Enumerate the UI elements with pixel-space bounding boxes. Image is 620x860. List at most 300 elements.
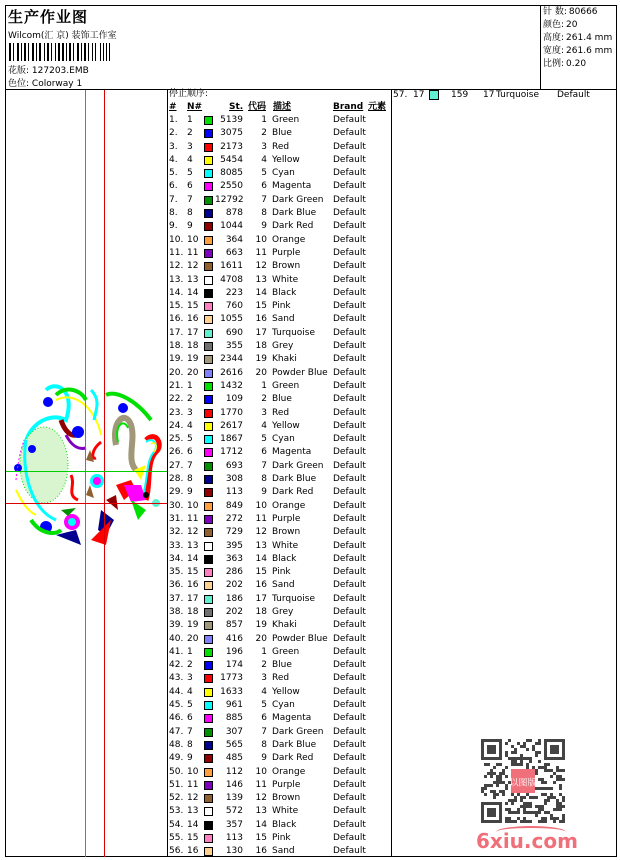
row-stitches: 1044 — [220, 221, 243, 232]
row-stitches: 760 — [225, 301, 243, 312]
row-code: 8 — [261, 739, 267, 750]
qr-module — [553, 781, 556, 784]
qr-module — [502, 772, 505, 775]
qr-module — [544, 763, 547, 766]
qr-module — [523, 805, 526, 808]
table-row — [169, 393, 391, 406]
qr-module — [547, 769, 550, 772]
row-brand: Default — [333, 793, 366, 804]
row-brand: Default — [333, 221, 366, 232]
row-needle: 11 — [187, 247, 199, 258]
qr-module — [553, 796, 556, 799]
row-brand: Default — [333, 287, 366, 298]
row-needle: 3 — [187, 673, 193, 684]
qr-module — [496, 775, 499, 778]
dragon-phoenix-motif — [12, 386, 160, 564]
qr-module — [538, 760, 541, 763]
row-description: Magenta — [272, 447, 312, 458]
row-stitches: 1712 — [220, 447, 243, 458]
color-swatch — [204, 728, 213, 737]
qr-module — [553, 820, 556, 823]
qr-module — [556, 817, 559, 820]
qr-module — [487, 763, 490, 766]
qr-module — [559, 787, 562, 790]
qr-module — [556, 778, 559, 781]
row-index: 17. — [169, 327, 184, 338]
row-code: 17 — [483, 90, 495, 100]
row-code: 3 — [261, 673, 267, 684]
barcode-bar — [92, 43, 93, 61]
row-needle: 12 — [187, 793, 199, 804]
qr-module — [535, 769, 538, 772]
table-row — [169, 752, 391, 765]
qr-module — [526, 757, 529, 760]
qr-module — [550, 787, 553, 790]
row-needle: 7 — [187, 726, 193, 737]
color-swatch — [204, 781, 213, 790]
color-swatch — [204, 834, 213, 843]
row-description: Orange — [272, 766, 306, 777]
qr-module — [538, 808, 541, 811]
table-row — [169, 566, 391, 579]
row-description: Dark Green — [272, 194, 324, 205]
qr-module — [553, 772, 556, 775]
qr-module — [553, 808, 556, 811]
qr-module — [535, 754, 538, 757]
row-index: 6. — [169, 181, 178, 192]
row-brand: Default — [333, 593, 366, 604]
color-swatch — [204, 249, 213, 258]
row-description: Sand — [272, 314, 295, 325]
qr-module — [556, 802, 559, 805]
row-index: 44. — [169, 686, 184, 697]
qr-module — [505, 820, 508, 823]
row-index: 21. — [169, 380, 184, 391]
row-description: Brown — [272, 527, 301, 538]
qr-module — [541, 808, 544, 811]
barcode-bar — [73, 43, 74, 61]
row-code: 8 — [261, 474, 267, 485]
row-description: Grey — [272, 341, 294, 352]
row-code: 2 — [261, 660, 267, 671]
row-code: 11 — [255, 247, 267, 258]
stat-label: 针 数: — [543, 7, 567, 17]
color-swatch — [204, 342, 213, 351]
qr-module — [511, 820, 514, 823]
table-row — [169, 260, 391, 273]
table-row — [169, 739, 391, 752]
qr-module — [520, 763, 523, 766]
row-code: 6 — [261, 181, 267, 192]
qr-module — [493, 796, 496, 799]
color-swatch — [204, 116, 213, 125]
row-needle: 11 — [187, 513, 199, 524]
row-needle: 15 — [187, 567, 199, 578]
qr-module — [496, 784, 499, 787]
row-description: Red — [272, 673, 290, 684]
qr-module — [532, 745, 535, 748]
row-brand: Default — [333, 527, 366, 538]
row-description: Dark Blue — [272, 474, 317, 485]
row-brand: Default — [333, 407, 366, 418]
row-description: Blue — [272, 128, 292, 139]
row-needle: 3 — [187, 407, 193, 418]
row-description: Blue — [272, 394, 292, 405]
row-needle: 7 — [187, 194, 193, 205]
row-brand: Default — [333, 394, 366, 405]
qr-module — [562, 820, 565, 823]
qr-module — [523, 745, 526, 748]
qr-module — [547, 811, 550, 814]
row-description: Turquoise — [496, 90, 540, 100]
row-brand: Default — [333, 314, 366, 325]
row-description: Dark Green — [272, 726, 324, 737]
qr-module — [508, 799, 511, 802]
color-swatch — [204, 475, 213, 484]
qr-module — [556, 799, 559, 802]
table-row — [169, 114, 391, 127]
qr-module — [514, 811, 517, 814]
qr-module — [499, 790, 502, 793]
qr-module — [562, 778, 565, 781]
row-brand: Default — [333, 567, 366, 578]
row-brand: Default — [333, 673, 366, 684]
header-description: 描述 — [273, 102, 292, 112]
row-description: Purple — [272, 247, 301, 258]
qr-module — [544, 766, 547, 769]
table-row — [169, 300, 391, 313]
row-stitches: 4708 — [220, 274, 243, 285]
row-needle: 5 — [187, 434, 193, 445]
design-file-label: 花版: — [8, 66, 30, 76]
row-code: 14 — [255, 819, 267, 830]
row-code: 14 — [255, 553, 267, 564]
qr-module — [544, 817, 547, 820]
qr-module — [541, 766, 544, 769]
row-brand: Default — [333, 606, 366, 617]
row-description: Sand — [272, 580, 295, 591]
row-index: 49. — [169, 753, 184, 764]
divider — [391, 89, 392, 857]
row-brand: Default — [333, 327, 366, 338]
qr-module — [520, 820, 523, 823]
table-row — [169, 646, 391, 659]
row-index: 22. — [169, 394, 184, 405]
header — [5, 5, 540, 89]
qr-module — [535, 772, 538, 775]
row-stitches: 663 — [225, 247, 243, 258]
row-brand: Default — [333, 447, 366, 458]
row-description: Green — [272, 380, 300, 391]
colorway — [8, 76, 82, 89]
qr-module — [538, 778, 541, 781]
qr-module — [562, 814, 565, 817]
row-index: 13. — [169, 274, 184, 285]
row-code: 18 — [255, 606, 267, 617]
table-row — [169, 845, 391, 858]
row-needle: 17 — [413, 90, 425, 100]
table-row — [169, 167, 391, 180]
row-stitches: 202 — [225, 580, 243, 591]
qr-module — [523, 742, 526, 745]
row-needle: 18 — [187, 606, 199, 617]
qr-module — [538, 751, 541, 754]
stat-value: 20 — [566, 20, 578, 30]
row-index: 56. — [169, 846, 184, 857]
qr-module — [511, 811, 514, 814]
row-index: 36. — [169, 580, 184, 591]
qr-module — [541, 787, 544, 790]
qr-module — [496, 778, 499, 781]
qr-module — [544, 787, 547, 790]
row-description: Green — [272, 646, 300, 657]
row-brand: Default — [333, 660, 366, 671]
color-swatch — [204, 528, 213, 537]
row-needle: 4 — [187, 154, 193, 165]
colorway-value: Colorway 1 — [31, 79, 83, 89]
stat-value: 261.4 mm — [566, 33, 613, 43]
qr-module — [520, 799, 523, 802]
row-stitches: 159 — [451, 90, 469, 100]
qr-module — [562, 799, 565, 802]
qr-module — [505, 742, 508, 745]
qr-module — [559, 820, 562, 823]
qr-module — [487, 772, 490, 775]
qr-module — [508, 739, 511, 742]
row-needle: 14 — [187, 819, 199, 830]
barcode-bar — [62, 43, 64, 61]
row-stitches: 12792 — [215, 194, 244, 205]
barcode-bar — [88, 43, 89, 61]
qr-module — [514, 820, 517, 823]
row-brand: Default — [333, 540, 366, 551]
qr-module — [505, 802, 508, 805]
qr-module — [490, 769, 493, 772]
row-index: 39. — [169, 620, 184, 631]
qr-module — [517, 757, 520, 760]
row-code: 9 — [261, 221, 267, 232]
row-description: Turquoise — [272, 593, 316, 604]
qr-module — [529, 802, 532, 805]
company-name: Wilcom(汇 京) 装饰工作室 — [8, 31, 117, 41]
table-row — [169, 234, 391, 247]
row-brand: Default — [333, 633, 366, 644]
qr-module — [526, 739, 529, 742]
row-stitches: 565 — [225, 739, 243, 750]
row-code: 2 — [261, 128, 267, 139]
row-index: 30. — [169, 500, 184, 511]
row-stitches: 186 — [225, 593, 243, 604]
row-needle: 13 — [187, 806, 199, 817]
qr-module — [505, 751, 508, 754]
row-stitches: 130 — [225, 846, 243, 857]
color-swatch — [204, 714, 213, 723]
qr-module — [493, 766, 496, 769]
row-brand: Default — [333, 474, 366, 485]
row-brand: Default — [333, 833, 366, 844]
center-line-horizontal-red — [6, 503, 167, 504]
stat-value: 0.20 — [566, 59, 587, 69]
row-code: 17 — [255, 593, 267, 604]
qr-module — [562, 817, 565, 820]
row-stitches: 8085 — [220, 168, 243, 179]
row-stitches: 2616 — [220, 367, 243, 378]
page-title: 生产作业图 — [8, 8, 89, 26]
row-description: Grey — [272, 606, 294, 617]
row-code: 19 — [255, 620, 267, 631]
color-swatch — [204, 169, 213, 178]
row-index: 28. — [169, 474, 184, 485]
qr-module — [526, 820, 529, 823]
stat-label: 宽度: — [543, 46, 565, 56]
qr-module — [493, 793, 496, 796]
color-swatch — [204, 807, 213, 816]
stat-label: 比例: — [543, 59, 565, 69]
row-stitches: 112 — [225, 766, 243, 777]
color-swatch — [204, 276, 213, 285]
row-needle: 20 — [187, 633, 199, 644]
table-header — [169, 100, 391, 114]
table-title: 停止顺序: — [169, 89, 209, 99]
row-stitches: 690 — [225, 327, 243, 338]
color-swatch — [204, 794, 213, 803]
row-brand: Default — [333, 367, 366, 378]
qr-module — [484, 793, 487, 796]
header-element: 元素 — [368, 102, 387, 112]
qr-module — [520, 754, 523, 757]
qr-module — [523, 808, 526, 811]
qr-module — [511, 799, 514, 802]
row-stitches: 729 — [225, 527, 243, 538]
row-stitches: 1055 — [220, 314, 243, 325]
row-index: 24. — [169, 420, 184, 431]
row-brand: Default — [333, 620, 366, 631]
row-index: 26. — [169, 447, 184, 458]
table-row — [169, 526, 391, 539]
design-file-value: 127203.EMB — [31, 66, 89, 76]
qr-module — [499, 781, 502, 784]
color-swatch — [204, 621, 213, 630]
design-preview — [6, 90, 167, 857]
table-row — [169, 486, 391, 499]
barcode-bar — [9, 43, 11, 61]
row-brand: Default — [333, 420, 366, 431]
row-needle: 10 — [187, 766, 199, 777]
row-brand: Default — [333, 846, 366, 857]
qr-module — [508, 757, 511, 760]
row-stitches: 485 — [225, 753, 243, 764]
row-code: 1 — [261, 380, 267, 391]
qr-module — [538, 739, 541, 742]
row-description: Powder Blue — [272, 633, 328, 644]
barcode-bar — [69, 43, 71, 61]
qr-module — [529, 757, 532, 760]
barcode-bar — [32, 43, 34, 61]
row-needle: 12 — [187, 261, 199, 272]
row-stitches: 2173 — [220, 141, 243, 152]
row-brand: Default — [333, 115, 366, 125]
row-code: 9 — [261, 753, 267, 764]
stat-item — [543, 19, 617, 32]
row-code: 16 — [255, 846, 267, 857]
row-description: Black — [272, 553, 297, 564]
table-row — [169, 540, 391, 553]
row-description: Brown — [272, 793, 301, 804]
design-file — [8, 63, 89, 76]
row-code: 7 — [261, 460, 267, 471]
color-swatch — [204, 315, 213, 324]
row-description: Purple — [272, 513, 301, 524]
qr-module — [517, 763, 520, 766]
qr-module — [559, 805, 562, 808]
row-stitches: 849 — [225, 500, 243, 511]
qr-module — [529, 805, 532, 808]
row-stitches: 1773 — [220, 673, 243, 684]
color-swatch — [204, 182, 213, 191]
row-needle: 10 — [187, 234, 199, 245]
qr-module — [508, 820, 511, 823]
qr-module — [517, 811, 520, 814]
row-index: 52. — [169, 793, 184, 804]
barcode-bar — [24, 43, 26, 61]
row-stitches: 3075 — [220, 128, 243, 139]
row-description: Turquoise — [272, 327, 316, 338]
row-stitches: 109 — [225, 394, 243, 405]
color-swatch — [204, 196, 213, 205]
row-needle: 13 — [187, 274, 199, 285]
row-description: Brown — [272, 261, 301, 272]
row-needle: 14 — [187, 287, 199, 298]
row-description: Black — [272, 287, 297, 298]
row-description: Cyan — [272, 700, 295, 711]
row-brand: Default — [333, 128, 366, 139]
qr-module — [511, 793, 514, 796]
barcode — [9, 43, 129, 61]
row-code: 13 — [255, 806, 267, 817]
qr-module — [487, 808, 496, 817]
header-stitches: St. — [229, 102, 244, 112]
color-swatch — [204, 768, 213, 777]
qr-module — [544, 769, 547, 772]
barcode-bar — [77, 43, 79, 61]
table-row — [169, 553, 391, 566]
row-stitches: 196 — [225, 646, 243, 657]
color-swatch — [204, 661, 213, 670]
row-brand: Default — [557, 90, 590, 100]
qr-module — [484, 784, 487, 787]
row-needle: 16 — [187, 314, 199, 325]
row-needle: 16 — [187, 846, 199, 857]
row-code: 11 — [255, 513, 267, 524]
table-row — [169, 353, 391, 366]
qr-module — [532, 796, 535, 799]
row-description: Sand — [272, 846, 295, 857]
qr-module — [502, 793, 505, 796]
row-needle: 3 — [187, 141, 193, 152]
qr-module — [496, 763, 499, 766]
row-needle: 1 — [187, 380, 193, 391]
row-stitches: 364 — [225, 234, 243, 245]
center-line-vertical-green — [85, 90, 86, 857]
barcode-bar — [58, 43, 60, 61]
row-index: 12. — [169, 261, 184, 272]
row-index: 47. — [169, 726, 184, 737]
table-row — [169, 779, 391, 792]
qr-module — [520, 796, 523, 799]
row-code: 10 — [255, 766, 267, 777]
row-code: 3 — [261, 407, 267, 418]
qr-module — [526, 793, 529, 796]
